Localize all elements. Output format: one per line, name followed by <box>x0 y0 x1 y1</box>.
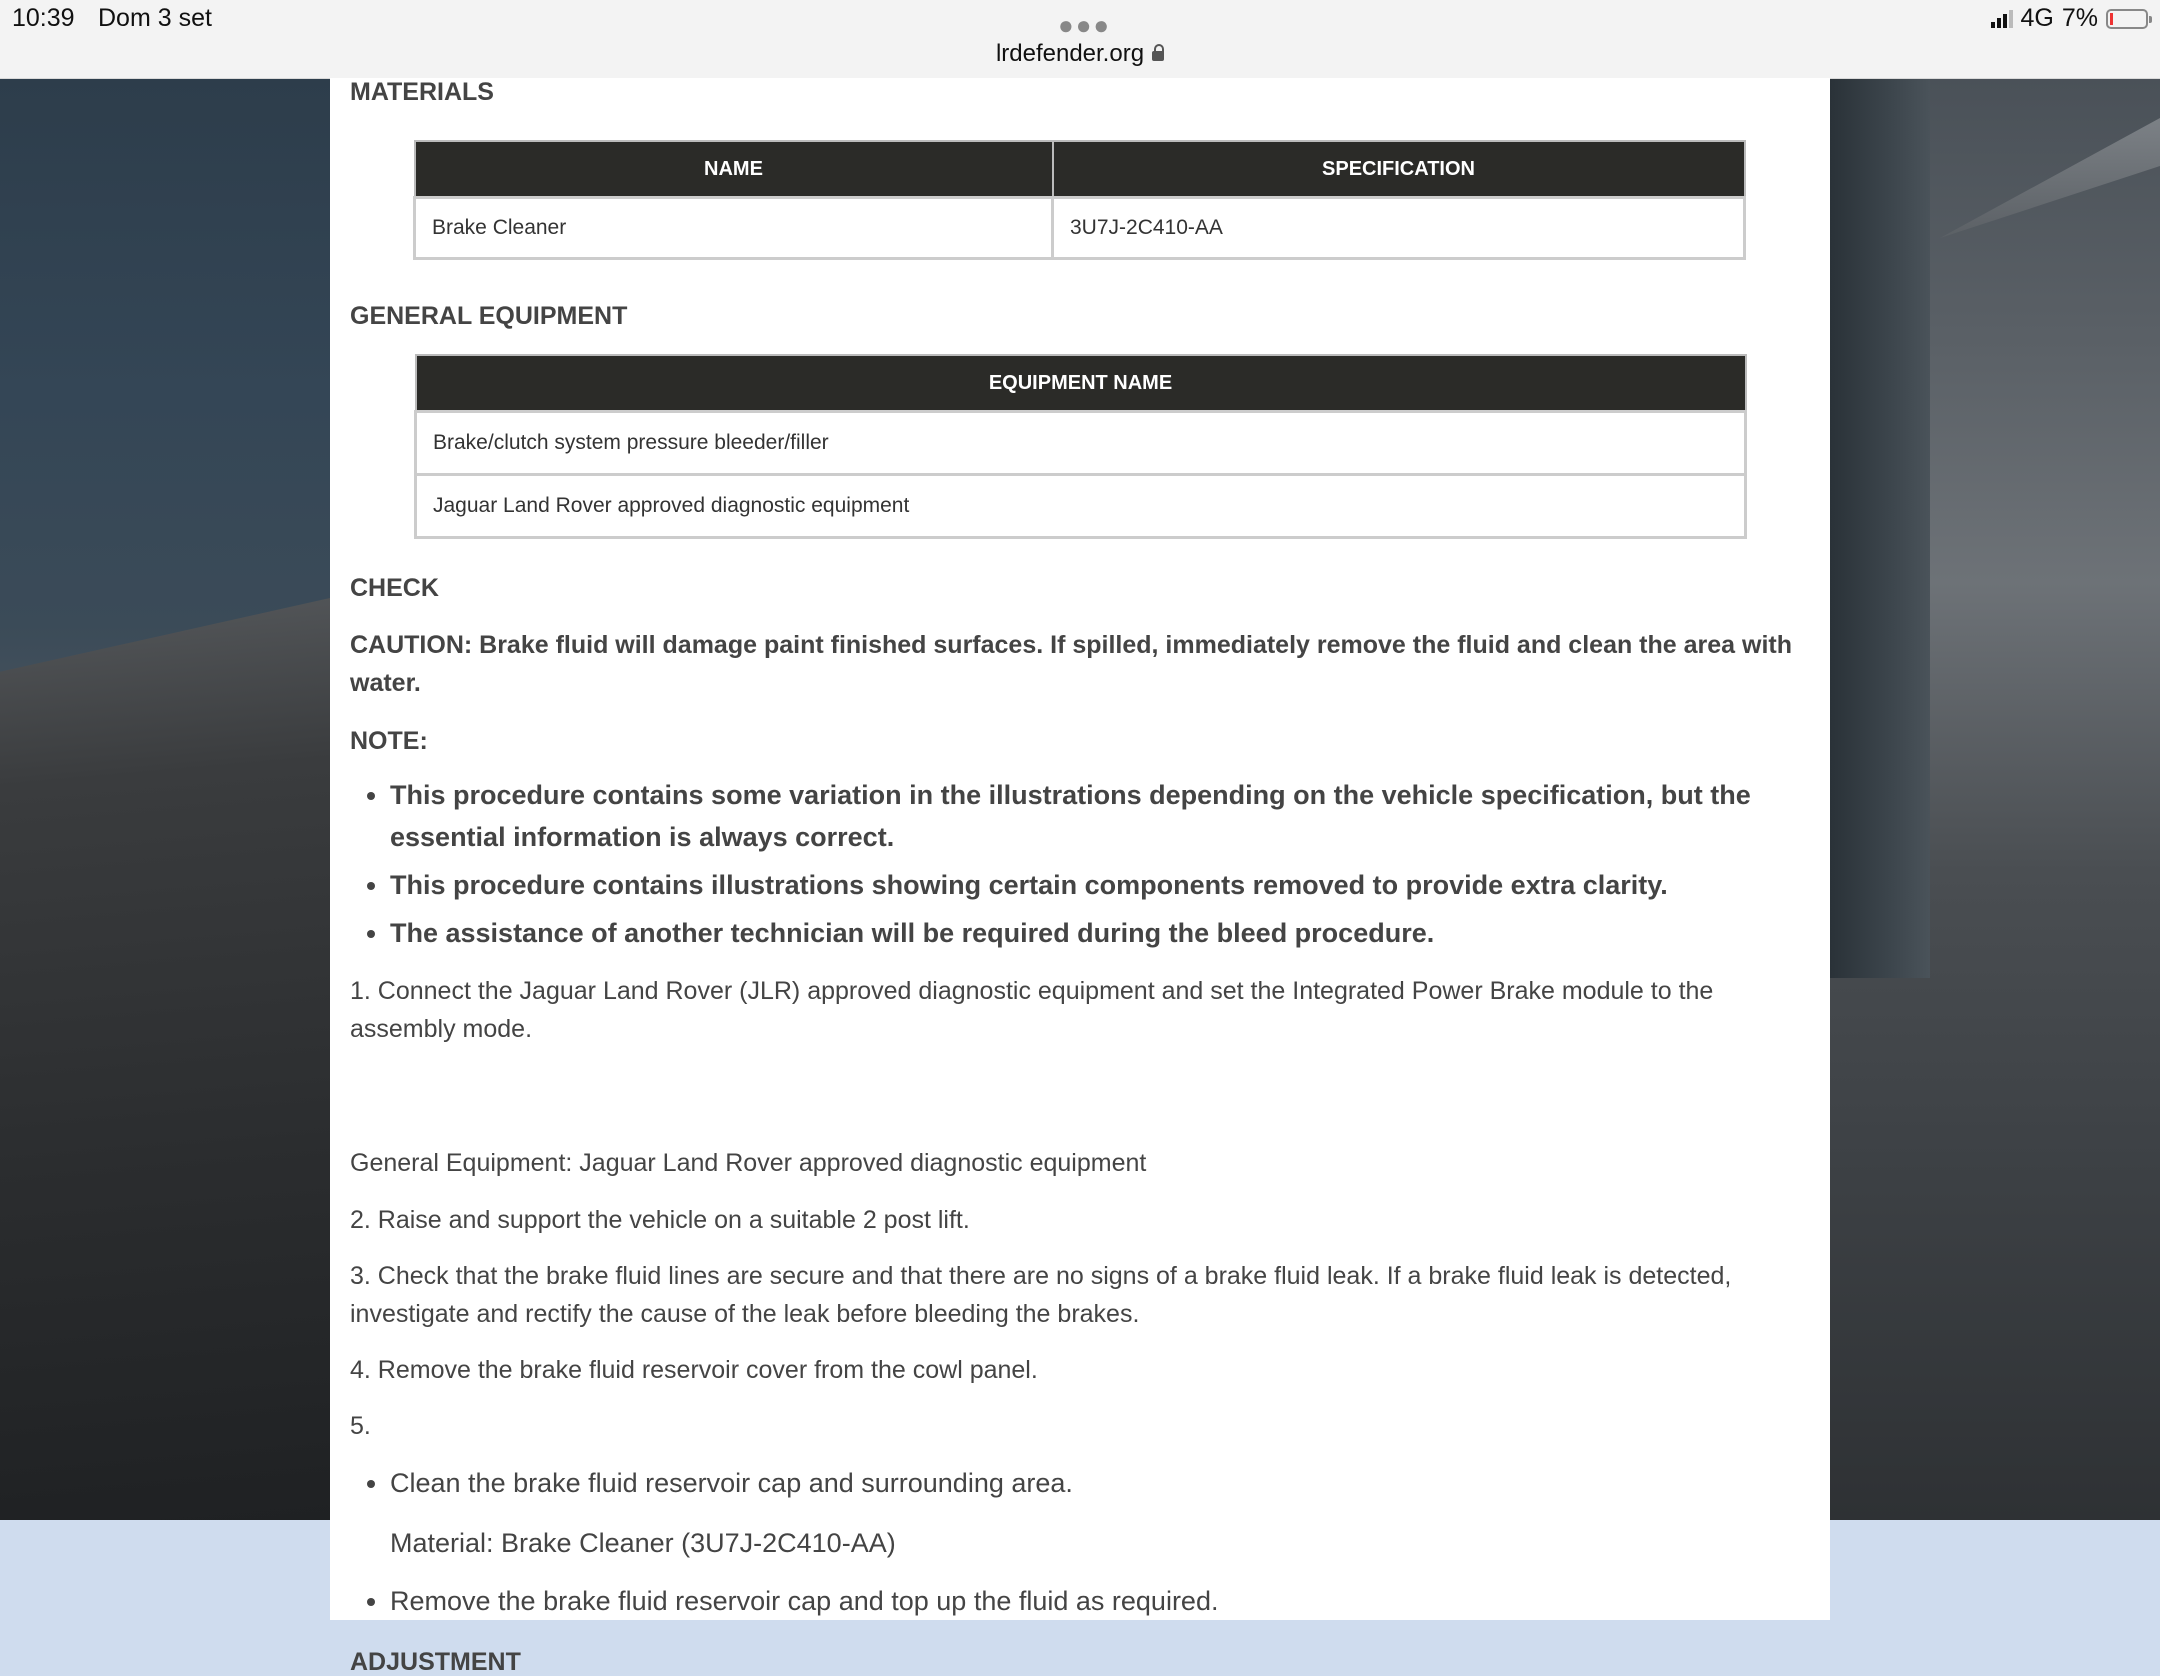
table-header-row <box>416 355 1746 412</box>
adjustment-heading: ADJUSTMENT <box>350 1648 521 1676</box>
step-5-item-1: Clean the brake fluid reservoir cap and surrounding area. <box>390 1468 1073 1498</box>
step-1-equipment: General Equipment: Jaguar Land Rover approved diagnostic equipment <box>350 1149 1147 1177</box>
article-page <box>330 78 1830 1676</box>
step-5-material: Material: Brake Cleaner (3U7J-2C410-AA) <box>390 1528 896 1558</box>
battery-percent: 7% <box>2061 4 2098 32</box>
step-1-text: 1. Connect the Jaguar Land Rover (JLR) approved diagnostic equipment and set the Integrated Power Brake module to the assembly mode. <box>350 977 1714 1043</box>
list-item: • This procedure contains some variation in the illustrations depending on the vehicle specification, but the essential information is always correct. <box>390 774 1830 858</box>
signal-icon <box>1991 10 2013 28</box>
caution-text: CAUTION: Brake fluid will damage paint finished surfaces. If spilled, immediately remove the fluid and clean the area with water. <box>350 631 1793 697</box>
step-5-text: 5. <box>350 1412 371 1440</box>
table-row <box>416 475 1746 538</box>
equipment-cell: Brake/clutch system pressure bleeder/filler <box>416 412 1746 475</box>
materials-heading: MATERIALS <box>350 78 494 106</box>
status-date: Dom 3 set <box>98 4 212 32</box>
list-item: • The assistance of another technician will be required during the bleed procedure. <box>390 912 1830 954</box>
column-header-equipment-name: EQUIPMENT NAME <box>416 355 1746 412</box>
material-spec-cell: 3U7J-2C410-AA <box>1053 198 1745 259</box>
lock-icon <box>1152 51 1164 61</box>
list-item: • This procedure contains illustrations showing certain components removed to provide extra clarity. <box>390 864 1830 906</box>
status-bar <box>0 0 2160 79</box>
note-label: NOTE: <box>350 727 428 755</box>
material-name-cell: Brake Cleaner <box>415 198 1053 259</box>
check-heading: CHECK <box>350 574 439 602</box>
background-photo-left <box>0 78 330 1520</box>
list-item <box>390 1462 1830 1564</box>
battery-icon <box>2106 9 2148 29</box>
list-item: • Remove the brake fluid reservoir cap and top up the fluid as required. <box>390 1580 1830 1622</box>
url-text: lrdefender.org <box>995 40 1145 67</box>
table-row <box>416 412 1746 475</box>
address-bar[interactable] <box>0 40 2160 68</box>
network-type: 4G <box>2020 4 2054 32</box>
table-row <box>415 198 1745 259</box>
more-options-icon[interactable]: ●●● <box>1058 10 1112 40</box>
step-5-list <box>350 1462 1830 1622</box>
general-equipment-heading: GENERAL EQUIPMENT <box>350 302 628 330</box>
status-indicators <box>1991 4 2149 33</box>
step-3-text: 3. Check that the brake fluid lines are secure and that there are no signs of a brake fluid leak. If a brake fluid leak is detected, investigate and rectify the cause of the leak before bleeding the brakes. <box>350 1262 1732 1328</box>
equipment-cell: Jaguar Land Rover approved diagnostic equipment <box>416 475 1746 538</box>
column-header-specification: SPECIFICATION <box>1053 141 1745 198</box>
step-4-text: 4. Remove the brake fluid reservoir cover from the cowl panel. <box>350 1356 1038 1384</box>
materials-table <box>413 140 1746 260</box>
status-time: 10:39 <box>12 4 75 32</box>
column-header-name: NAME <box>415 141 1053 198</box>
background-photo-right <box>1830 78 2160 1520</box>
step-2-text: 2. Raise and support the vehicle on a suitable 2 post lift. <box>350 1206 970 1234</box>
notes-list <box>350 774 1830 954</box>
equipment-table <box>414 354 1747 539</box>
table-header-row <box>415 141 1745 198</box>
